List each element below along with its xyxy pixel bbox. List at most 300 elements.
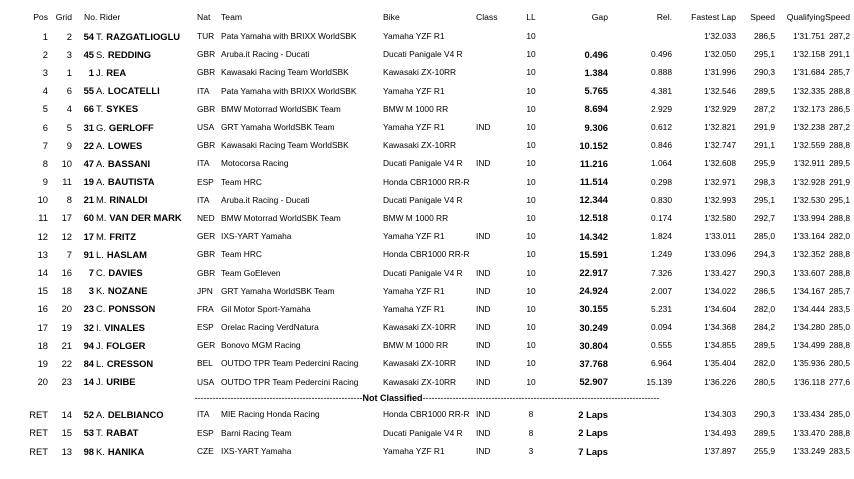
nat-cell: GBR <box>197 249 216 260</box>
ll-cell: 10 <box>526 158 536 169</box>
rider-cell <box>72 45 197 63</box>
result-row <box>4 82 850 100</box>
pos-cell: RET <box>29 408 48 420</box>
header-row <box>4 6 850 27</box>
gap-cell: 30.249 <box>579 321 608 333</box>
rider-cell <box>72 354 197 372</box>
qualifying-speed-cell: 288,8 <box>829 267 850 278</box>
nat-cell: ITA <box>197 194 210 205</box>
rel-cell: 1.249 <box>651 249 672 260</box>
bike-cell: Yamaha YZF R1 <box>383 85 445 96</box>
rider-surname: RABAT <box>106 427 139 438</box>
bike-cell: Ducati Panigale V4 R <box>383 427 463 438</box>
rel-cell: 7.326 <box>651 267 672 278</box>
speed-cell: 287,2 <box>754 103 775 114</box>
pos-cell: 13 <box>37 248 48 260</box>
rider-surname: CRESSON <box>106 357 154 369</box>
qualifying-cell: 1'32.352 <box>793 249 825 260</box>
fastest-lap-cell: 1'33.011 <box>704 231 736 242</box>
rider-surname: HASLAM <box>106 248 147 260</box>
team-cell: Team GoEleven <box>221 267 281 278</box>
nat-cell: ITA <box>197 85 210 96</box>
fastest-lap-cell: 1'32.929 <box>704 103 736 114</box>
fastest-lap-cell: 1'34.604 <box>704 303 736 314</box>
qualifying-speed-cell: 285,7 <box>829 285 850 296</box>
pos-cell: 4 <box>42 85 48 97</box>
bike-cell: Kawasaki ZX-10RR <box>383 358 457 369</box>
ll-cell: 10 <box>526 67 536 78</box>
team-cell: OUTDO TPR Team Pedercini Racing <box>221 358 359 369</box>
rider-number: 98 <box>83 445 94 457</box>
rel-cell: 0.612 <box>651 122 672 133</box>
rel-cell: 0.846 <box>651 140 672 151</box>
nat-cell: TUR <box>197 31 215 42</box>
grid-cell: 2 <box>66 30 72 42</box>
pos-cell: 9 <box>42 176 48 188</box>
result-row <box>4 405 850 424</box>
pos-cell: 12 <box>37 230 48 242</box>
gap-cell: 15.591 <box>579 248 608 260</box>
bike-cell: BMW M 1000 RR <box>383 212 449 223</box>
nat-cell: USA <box>197 376 215 387</box>
class-cell: IND <box>476 376 491 387</box>
bike-cell: Kawasaki ZX-10RR <box>383 376 457 387</box>
gap-cell: 12.344 <box>579 194 608 206</box>
qualifying-speed-cell: 288,8 <box>829 340 850 351</box>
rider-initial: L. <box>96 248 104 260</box>
pos-cell: 14 <box>37 267 48 279</box>
fastest-lap-cell: 1'34.022 <box>704 285 736 296</box>
rider-number: 94 <box>83 339 94 351</box>
ll-cell: 10 <box>526 231 536 242</box>
header-class: Class <box>476 11 498 22</box>
classified-rows <box>4 27 850 391</box>
rider-initial: A. <box>96 139 105 151</box>
gap-cell: 24.924 <box>579 285 608 297</box>
ll-cell: 10 <box>526 303 536 314</box>
pos-cell: 15 <box>37 285 48 297</box>
rel-cell: 0.555 <box>651 340 672 351</box>
result-row <box>4 63 850 81</box>
rider-initial: J. <box>96 66 104 78</box>
rider-cell <box>72 27 197 45</box>
class-cell: IND <box>476 340 491 351</box>
result-row <box>4 227 850 245</box>
gap-cell: 10.152 <box>579 139 608 151</box>
rider-surname: BASSANI <box>107 157 151 169</box>
team-cell: Pata Yamaha with BRIXX WorldSBK <box>221 31 357 42</box>
speed-cell: 286,5 <box>754 285 775 296</box>
rider-surname: DAVIES <box>108 267 143 279</box>
rider-cell <box>72 82 197 100</box>
results-table <box>4 6 850 460</box>
rider-surname: LOWES <box>107 139 143 151</box>
bike-cell: Honda CBR1000 RR-R <box>383 176 470 187</box>
speed-cell: 292,7 <box>754 212 775 223</box>
team-cell: IXS-YART Yamaha <box>221 231 292 242</box>
nat-cell: GBR <box>197 140 216 151</box>
header-team: Team <box>221 11 243 22</box>
nat-cell: BEL <box>197 358 213 369</box>
not-classified-label: Not Classified <box>362 392 423 403</box>
rider-cell <box>72 209 197 227</box>
bike-cell: Yamaha YZF R1 <box>383 303 445 314</box>
rider-surname: RAZGATLIOGLU <box>106 30 181 42</box>
ll-cell: 10 <box>526 376 536 387</box>
team-cell: Kawasaki Racing Team WorldSBK <box>221 140 349 151</box>
rider-initial: A. <box>96 157 105 169</box>
bike-cell: Honda CBR1000 RR-R <box>383 409 470 419</box>
fastest-lap-cell: 1'37.897 <box>704 446 736 456</box>
result-row <box>4 27 850 45</box>
qualifying-cell: 1'32.559 <box>793 140 825 151</box>
rel-cell <box>608 27 672 45</box>
grid-cell: 7 <box>66 248 72 260</box>
nat-cell: ESP <box>197 176 214 187</box>
gap-cell: 30.155 <box>579 303 608 315</box>
rider-initial: T. <box>96 30 104 42</box>
ll-cell: 10 <box>526 176 536 187</box>
grid-cell: 17 <box>61 212 72 224</box>
rider-number: 45 <box>83 48 94 60</box>
rider-cell <box>72 300 197 318</box>
rider-cell <box>72 100 197 118</box>
rider-number: 17 <box>83 230 94 242</box>
rel-cell: 0.298 <box>651 176 672 187</box>
rider-initial: J. <box>96 339 104 351</box>
grid-cell: 5 <box>66 121 72 133</box>
nat-cell: ESP <box>197 322 214 333</box>
rel-cell: 0.094 <box>651 322 672 333</box>
ll-cell: 10 <box>526 85 536 96</box>
fastest-lap-cell: 1'32.546 <box>704 85 736 96</box>
speed-cell: 284,2 <box>754 322 775 333</box>
rider-surname: REA <box>106 66 127 78</box>
qualifying-cell: 1'32.173 <box>793 103 825 114</box>
rider-cell <box>72 373 197 391</box>
qualifying-cell: 1'33.434 <box>793 409 825 419</box>
pos-cell: 11 <box>38 212 48 224</box>
grid-cell: 8 <box>66 194 72 206</box>
grid-cell: 10 <box>61 157 72 169</box>
rider-surname: FOLGER <box>106 339 146 351</box>
rider-surname: RINALDI <box>109 194 148 206</box>
class-cell: IND <box>476 122 491 133</box>
gap-cell: 12.518 <box>579 212 608 224</box>
rider-surname: VAN DER MARK <box>109 212 182 224</box>
rider-initial: T. <box>96 103 104 115</box>
rider-initial: T. <box>96 427 104 438</box>
bike-cell: Ducati Panigale V4 R <box>383 194 463 205</box>
grid-cell: 9 <box>66 139 72 151</box>
rider-number: 60 <box>83 212 94 224</box>
rider-number: 21 <box>83 194 94 206</box>
speed-cell: 289,5 <box>754 340 775 351</box>
qualifying-cell: 1'35.936 <box>793 358 825 369</box>
gap-cell: 14.342 <box>579 230 608 242</box>
grid-cell: 23 <box>61 376 72 388</box>
rel-cell: 0.830 <box>651 194 672 205</box>
ll-cell: 10 <box>526 212 536 223</box>
grid-cell: 16 <box>61 267 72 279</box>
class-cell <box>476 209 516 227</box>
result-row <box>4 373 850 391</box>
pos-cell: 1 <box>42 30 48 42</box>
gap-cell: 11.514 <box>579 176 608 188</box>
bike-cell: Yamaha YZF R1 <box>383 285 445 296</box>
speed-cell: 291,9 <box>754 122 775 133</box>
ll-cell: 10 <box>526 194 536 205</box>
speed-cell: 295,9 <box>754 158 775 169</box>
qualifying-speed-cell: 285,7 <box>829 67 850 78</box>
gap-cell: 1.384 <box>584 66 608 78</box>
ll-cell: 10 <box>526 249 536 260</box>
team-cell: Kawasaki Racing Team WorldSBK <box>221 67 349 78</box>
rel-cell: 4.381 <box>651 85 672 96</box>
grid-cell: 3 <box>66 48 72 60</box>
rider-surname: BAUTISTA <box>107 176 155 188</box>
qualifying-speed-cell: 295,1 <box>829 194 850 205</box>
qualifying-speed-cell: 282,0 <box>829 231 850 242</box>
header-pos: Pos <box>33 11 48 22</box>
qualifying-speed-cell: 291,1 <box>829 49 850 60</box>
rider-number: 19 <box>83 176 94 188</box>
team-cell: Bonovo MGM Racing <box>221 340 301 351</box>
bike-cell: Yamaha YZF R1 <box>383 231 445 242</box>
team-cell: Team HRC <box>221 176 262 187</box>
fastest-lap-cell: 1'34.855 <box>704 340 736 351</box>
result-row <box>4 154 850 172</box>
rider-surname: FRITZ <box>109 230 136 242</box>
team-cell: Barni Racing Team <box>221 427 292 438</box>
speed-cell: 290,3 <box>754 267 775 278</box>
class-cell: IND <box>476 358 491 369</box>
qualifying-speed-cell: 288,8 <box>829 427 850 438</box>
bike-cell: BMW M 1000 RR <box>383 340 449 351</box>
fastest-lap-cell: 1'32.971 <box>704 176 736 187</box>
qualifying-cell: 1'33.249 <box>793 446 825 456</box>
grid-cell: 12 <box>61 230 72 242</box>
qualifying-cell: 1'32.530 <box>793 194 825 205</box>
class-cell <box>476 100 516 118</box>
result-row <box>4 191 850 209</box>
rider-surname: HANIKA <box>107 445 145 457</box>
gap-cell: 5.765 <box>584 85 608 97</box>
rel-cell: 0.174 <box>651 212 672 223</box>
ll-cell: 10 <box>526 103 536 114</box>
header-speed: Speed <box>750 11 775 22</box>
qualifying-speed-cell: 291,9 <box>829 176 850 187</box>
rider-number: 47 <box>83 157 94 169</box>
result-row <box>4 136 850 154</box>
rel-cell: 1.064 <box>651 158 672 169</box>
gap-cell: 2 Laps <box>578 427 608 438</box>
nat-cell: GER <box>197 231 216 242</box>
rel-cell: 0.888 <box>651 67 672 78</box>
class-cell <box>476 245 516 263</box>
fastest-lap-cell: 1'32.747 <box>704 140 736 151</box>
speed-cell: 285,0 <box>754 231 775 242</box>
gap-cell: 52.907 <box>579 376 608 388</box>
qualifying-speed-cell: 286,5 <box>829 103 850 114</box>
fastest-lap-cell: 1'35.404 <box>704 358 736 369</box>
gap-cell: 8.694 <box>584 103 608 115</box>
nat-cell: GBR <box>197 103 216 114</box>
rider-number: 66 <box>83 103 94 115</box>
fastest-lap-cell: 1'33.427 <box>704 267 736 278</box>
grid-cell: 20 <box>61 303 72 315</box>
gap-cell: 9.306 <box>584 121 608 133</box>
class-cell: IND <box>476 267 491 278</box>
fastest-lap-cell: 1'32.821 <box>704 122 736 133</box>
pos-cell: 20 <box>37 376 48 388</box>
qualifying-cell: 1'33.164 <box>793 231 825 242</box>
rel-cell: 6.964 <box>651 358 672 369</box>
rider-cell <box>72 405 197 424</box>
rel-cell: 5.231 <box>651 303 672 314</box>
header-qualifying: Qualifying <box>786 11 825 22</box>
speed-cell: 295,1 <box>754 194 775 205</box>
nat-cell: ITA <box>197 409 210 419</box>
rider-surname: LOCATELLI <box>107 85 160 97</box>
rider-initial: I. <box>96 321 102 333</box>
rider-cell <box>72 118 197 136</box>
grid-cell: 6 <box>66 85 72 97</box>
nat-cell: USA <box>197 122 215 133</box>
gap-cell: 37.768 <box>579 357 608 369</box>
fastest-lap-cell: 1'34.493 <box>704 427 736 438</box>
team-cell: GRT Yamaha WorldSBK Team <box>221 285 335 296</box>
result-row <box>4 423 850 442</box>
qualifying-speed-cell: 289,5 <box>829 158 850 169</box>
grid-cell: 19 <box>61 321 72 333</box>
team-cell: Pata Yamaha with BRIXX WorldSBK <box>221 85 357 96</box>
divider-dashes-left: -------------------------------------------------------- <box>194 392 363 403</box>
rel-cell: 15.139 <box>646 376 672 387</box>
bike-cell: Yamaha YZF R1 <box>383 446 445 456</box>
ll-cell: 10 <box>526 49 536 60</box>
result-row <box>4 263 850 281</box>
rider-cell <box>72 282 197 300</box>
retired-rows <box>4 405 850 461</box>
rider-surname: VINALES <box>104 321 145 333</box>
nat-cell: JPN <box>197 285 213 296</box>
bike-cell: BMW M 1000 RR <box>383 103 449 114</box>
grid-cell: 18 <box>61 285 72 297</box>
not-classified-section <box>4 391 850 405</box>
rider-cell <box>72 154 197 172</box>
rider-surname: DELBIANCO <box>107 408 164 420</box>
qualifying-speed-cell: 288,8 <box>829 85 850 96</box>
qualifying-speed-cell: 283,5 <box>829 446 850 456</box>
qualifying-cell: 1'33.607 <box>793 267 825 278</box>
team-cell: MIE Racing Honda Racing <box>221 409 320 419</box>
qualifying-cell: 1'36.118 <box>793 376 825 387</box>
ll-cell: 10 <box>526 340 536 351</box>
header-bike: Bike <box>383 11 400 22</box>
grid-cell: 11 <box>62 176 72 188</box>
team-cell: Gil Motor Sport-Yamaha <box>221 303 311 314</box>
rider-initial: M. <box>96 212 107 224</box>
bike-cell: Kawasaki ZX-10RR <box>383 140 457 151</box>
pos-cell: 16 <box>37 303 48 315</box>
ll-cell: 10 <box>526 285 536 296</box>
speed-cell: 286,5 <box>754 31 775 42</box>
pos-cell: 7 <box>42 139 48 151</box>
team-cell: Motocorsa Racing <box>221 158 289 169</box>
rider-number: 14 <box>83 376 94 388</box>
speed-cell: 298,3 <box>754 176 775 187</box>
nat-cell: GBR <box>197 267 216 278</box>
rider-initial: K. <box>96 285 105 297</box>
gap-cell <box>546 27 608 45</box>
rel-cell: 2.007 <box>651 285 672 296</box>
team-cell: IXS-YART Yamaha <box>221 446 292 456</box>
rider-number: 7 <box>88 267 94 279</box>
fastest-lap-cell: 1'31.996 <box>704 67 736 78</box>
result-row <box>4 336 850 354</box>
grid-cell: 22 <box>61 357 72 369</box>
ll-cell: 10 <box>526 358 536 369</box>
header-rider: No. Rider <box>84 11 121 22</box>
rider-cell <box>72 263 197 281</box>
rider-initial: L. <box>96 357 104 369</box>
speed-cell: 294,3 <box>754 249 775 260</box>
rider-cell <box>72 191 197 209</box>
rider-number: 52 <box>83 408 94 420</box>
rider-number: 22 <box>83 139 94 151</box>
rider-initial: C. <box>96 303 106 315</box>
nat-cell: CZE <box>197 446 214 456</box>
rider-number: 84 <box>83 357 94 369</box>
rider-cell <box>72 442 197 461</box>
speed-cell: 290,3 <box>754 67 775 78</box>
qualifying-speed-cell: 285,0 <box>829 322 850 333</box>
qualifying-cell: 1'32.158 <box>793 49 825 60</box>
speed-cell: 282,0 <box>754 303 775 314</box>
rider-initial: A. <box>96 85 105 97</box>
pos-cell: 10 <box>37 194 48 206</box>
class-cell: IND <box>476 231 491 242</box>
gap-cell: 0.496 <box>584 48 608 60</box>
header-grid: Grid <box>55 11 72 22</box>
bike-cell: Ducati Panigale V4 R <box>383 49 463 60</box>
ll-cell: 10 <box>526 140 536 151</box>
qualifying-cell: 1'33.994 <box>793 212 825 223</box>
qualifying-speed-cell: 288,8 <box>829 249 850 260</box>
rider-surname: URIBE <box>106 376 136 388</box>
fastest-lap-cell: 1'32.993 <box>704 194 736 205</box>
pos-cell: 6 <box>42 121 48 133</box>
ll-cell: 10 <box>526 122 536 133</box>
rider-cell <box>72 173 197 191</box>
qualifying-cell: 1'32.238 <box>793 122 825 133</box>
qualifying-cell: 1'34.167 <box>793 285 825 296</box>
fastest-lap-cell: 1'32.050 <box>704 49 736 60</box>
rel-cell: 0.496 <box>651 49 672 60</box>
rider-number: 54 <box>83 30 94 42</box>
ll-cell: 10 <box>526 31 536 42</box>
result-row <box>4 354 850 372</box>
qualifying-cell: 1'34.499 <box>793 340 825 351</box>
rider-initial: A. <box>96 408 105 420</box>
qualifying-cell: 1'31.751 <box>793 31 825 42</box>
qualifying-cell: 1'33.470 <box>793 427 825 438</box>
pos-cell: 18 <box>37 339 48 351</box>
qualifying-cell: 1'34.280 <box>793 322 825 333</box>
speed-cell: 282,0 <box>754 358 775 369</box>
class-cell: IND <box>476 322 491 333</box>
